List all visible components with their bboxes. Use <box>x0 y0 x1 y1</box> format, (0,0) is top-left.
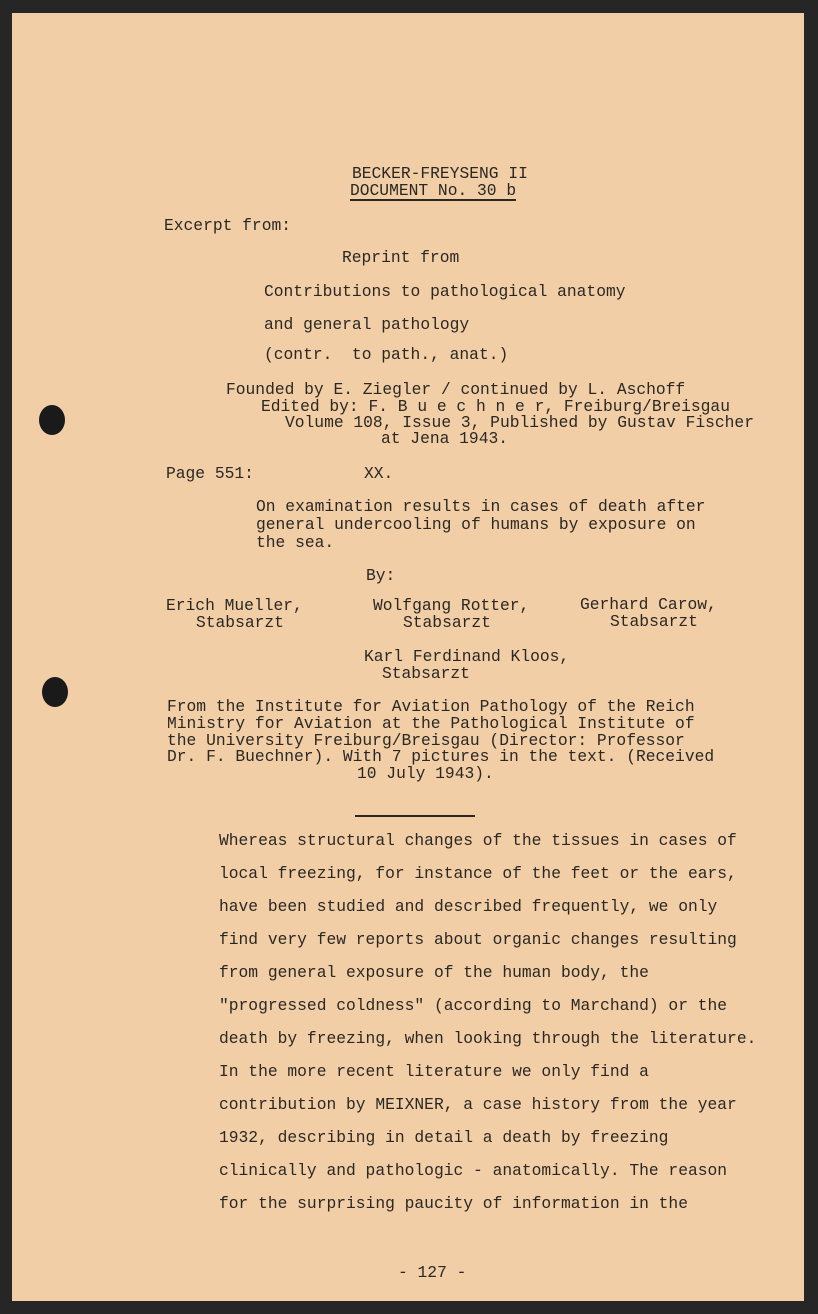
affiliation-line: Dr. F. Buechner). With 7 pictures in the text. (Received <box>167 747 715 766</box>
body-line: contribution by MEIXNER, a case history from the year <box>219 1095 737 1114</box>
body-line: from general exposure of the human body, the <box>219 963 649 982</box>
body-line: Whereas structural changes of the tissues in cases of <box>219 831 737 850</box>
author-rank: Stabsarzt <box>382 664 470 683</box>
body-line: "progressed coldness" (according to Marchand) or the <box>219 996 728 1015</box>
source-founded: Founded by E. Ziegler / continued by L. Aschoff <box>226 380 686 399</box>
body-line: local freezing, for instance of the feet or the ears, <box>219 864 737 883</box>
divider-rule <box>355 815 475 817</box>
source-edited: Edited by: F. B u e c h n e r, Freiburg/Breisgau <box>261 397 730 416</box>
author-name: Gerhard Carow, <box>580 595 717 614</box>
affiliation-line: Ministry for Aviation at the Pathological Institute of <box>167 714 695 733</box>
body-line: have been studied and described frequently, we only <box>219 897 718 916</box>
source-volume: Volume 108, Issue 3, Published by Gustav Fischer <box>285 413 754 432</box>
source-abbrev: (contr. to path., anat.) <box>264 345 509 364</box>
author-rank: Stabsarzt <box>610 612 698 631</box>
reprint-label: Reprint from <box>342 248 460 267</box>
body-line: In the more recent literature we only find a <box>219 1062 649 1081</box>
author-rank: Stabsarzt <box>196 613 284 632</box>
article-title-line: general undercooling of humans by exposure on <box>256 515 696 534</box>
author-rank: Stabsarzt <box>403 613 491 632</box>
source-title-1: Contributions to pathological anatomy <box>264 282 626 301</box>
header-document-number: DOCUMENT No. 30 b <box>350 181 517 200</box>
punch-hole <box>42 677 68 707</box>
source-title-2: and general pathology <box>264 315 470 334</box>
author-name: Wolfgang Rotter, <box>373 596 530 615</box>
body-line: find very few reports about organic changes resulting <box>219 930 737 949</box>
body-line: death by freezing, when looking through the literature. <box>219 1029 757 1048</box>
article-title-line: On examination results in cases of death after <box>256 497 706 516</box>
affiliation-line: the University Freiburg/Breisgau (Director: Professor <box>167 731 685 750</box>
article-title-line: the sea. <box>256 533 335 552</box>
affiliation-line: 10 July 1943). <box>357 764 494 783</box>
author-name: Karl Ferdinand Kloos, <box>364 647 570 666</box>
page-reference: Page 551: <box>166 464 254 483</box>
source-place: at Jena 1943. <box>381 429 509 448</box>
section-number: XX. <box>364 464 394 483</box>
body-line: clinically and pathologic - anatomically. The reason <box>219 1161 728 1180</box>
header-case: BECKER-FREYSENG II <box>352 164 528 183</box>
page-number: - 127 - <box>398 1263 467 1282</box>
body-line: 1932, describing in detail a death by freezing <box>219 1128 669 1147</box>
author-name: Erich Mueller, <box>166 596 303 615</box>
excerpt-label: Excerpt from: <box>164 216 292 235</box>
body-line: for the surprising paucity of information in the <box>219 1194 688 1213</box>
affiliation-line: From the Institute for Aviation Pathology of the Reich <box>167 697 695 716</box>
punch-hole <box>39 405 65 435</box>
by-label: By: <box>366 566 396 585</box>
